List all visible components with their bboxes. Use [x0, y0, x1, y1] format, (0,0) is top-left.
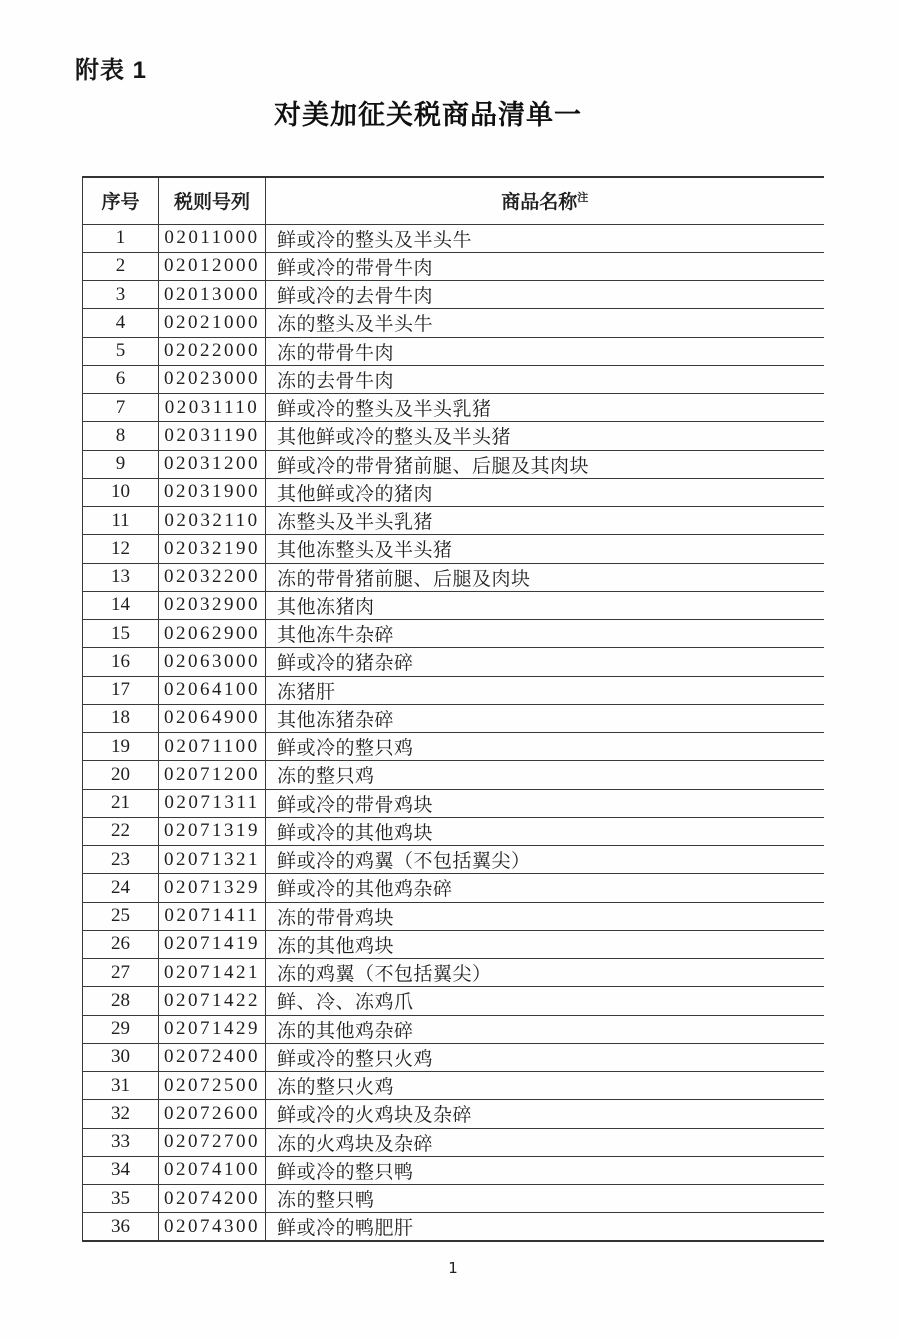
row-no-cell: 1 [83, 224, 159, 252]
table-row [83, 281, 824, 309]
row-no-cell: 5 [83, 337, 159, 365]
header-no: 序号 [83, 177, 159, 224]
row-no-cell: 24 [83, 874, 159, 902]
tariff-table [82, 176, 824, 1242]
row-code-cell: 02032900 [159, 591, 266, 619]
row-code-cell: 02072700 [159, 1128, 266, 1156]
row-name-cell: 冻的其他鸡杂碎 [266, 1015, 824, 1043]
row-no-cell: 15 [83, 620, 159, 648]
row-code-cell: 02031190 [159, 422, 266, 450]
row-name-cell: 冻的带骨牛肉 [266, 337, 824, 365]
row-no-cell: 27 [83, 959, 159, 987]
table-row [83, 365, 824, 393]
row-name-cell: 冻的整只火鸡 [266, 1072, 824, 1100]
row-code-cell: 02074300 [159, 1213, 266, 1242]
row-code-cell: 02071429 [159, 1015, 266, 1043]
row-code-cell: 02071311 [159, 789, 266, 817]
row-code-cell: 02021000 [159, 309, 266, 337]
header-row [83, 177, 824, 224]
row-no-cell: 34 [83, 1156, 159, 1184]
row-code-cell: 02071421 [159, 959, 266, 987]
table-row [83, 1128, 824, 1156]
row-no-cell: 10 [83, 478, 159, 506]
row-name-cell: 鲜或冷的鸭肥肝 [266, 1213, 824, 1242]
row-name-cell: 鲜或冷的其他鸡杂碎 [266, 874, 824, 902]
row-code-cell: 02012000 [159, 252, 266, 280]
row-code-cell: 02032110 [159, 507, 266, 535]
row-name-cell: 其他鲜或冷的整头及半头猪 [266, 422, 824, 450]
row-no-cell: 25 [83, 902, 159, 930]
row-code-cell: 02022000 [159, 337, 266, 365]
page-number: 1 [448, 1259, 458, 1277]
row-code-cell: 02031200 [159, 450, 266, 478]
row-name-cell: 鲜或冷的带骨牛肉 [266, 252, 824, 280]
row-no-cell: 8 [83, 422, 159, 450]
row-name-cell: 鲜或冷的去骨牛肉 [266, 281, 824, 309]
row-no-cell: 17 [83, 676, 159, 704]
row-code-cell: 02071419 [159, 930, 266, 958]
row-name-cell: 冻的其他鸡块 [266, 930, 824, 958]
table-row [83, 1072, 824, 1100]
table-row [83, 789, 824, 817]
row-no-cell: 13 [83, 563, 159, 591]
table-row [83, 930, 824, 958]
row-code-cell: 02023000 [159, 365, 266, 393]
row-name-cell: 鲜或冷的带骨猪前腿、后腿及其肉块 [266, 450, 824, 478]
row-no-cell: 29 [83, 1015, 159, 1043]
annex-label: 附表 1 [75, 57, 148, 84]
table-row [83, 959, 824, 987]
row-code-cell: 02071321 [159, 846, 266, 874]
table-row [83, 902, 824, 930]
row-no-cell: 32 [83, 1100, 159, 1128]
header-note-superscript: 注 [577, 192, 589, 205]
row-code-cell: 02013000 [159, 281, 266, 309]
table-row [83, 1043, 824, 1071]
row-no-cell: 2 [83, 252, 159, 280]
table-row [83, 733, 824, 761]
row-name-cell: 冻的鸡翼（不包括翼尖） [266, 959, 824, 987]
row-code-cell: 02072600 [159, 1100, 266, 1128]
row-name-cell: 冻的火鸡块及杂碎 [266, 1128, 824, 1156]
row-no-cell: 7 [83, 394, 159, 422]
row-no-cell: 30 [83, 1043, 159, 1071]
row-no-cell: 16 [83, 648, 159, 676]
row-code-cell: 02074200 [159, 1185, 266, 1213]
table-body [83, 224, 824, 1241]
row-name-cell: 冻的整头及半头牛 [266, 309, 824, 337]
table-row [83, 987, 824, 1015]
row-code-cell: 02074100 [159, 1156, 266, 1184]
table-row [83, 1213, 824, 1242]
row-name-cell: 冻的去骨牛肉 [266, 365, 824, 393]
table-row [83, 450, 824, 478]
table-row [83, 1015, 824, 1043]
table-row [83, 761, 824, 789]
row-code-cell: 02032200 [159, 563, 266, 591]
row-code-cell: 02032190 [159, 535, 266, 563]
row-code-cell: 02064100 [159, 676, 266, 704]
header-code: 税则号列 [159, 177, 266, 224]
row-code-cell: 02072400 [159, 1043, 266, 1071]
table-row [83, 817, 824, 845]
row-code-cell: 02071329 [159, 874, 266, 902]
row-no-cell: 36 [83, 1213, 159, 1242]
row-no-cell: 35 [83, 1185, 159, 1213]
row-code-cell: 02062900 [159, 620, 266, 648]
row-name-cell: 冻整头及半头乳猪 [266, 507, 824, 535]
table-row [83, 224, 824, 252]
row-no-cell: 9 [83, 450, 159, 478]
table-row [83, 1185, 824, 1213]
row-no-cell: 26 [83, 930, 159, 958]
row-code-cell: 02064900 [159, 704, 266, 732]
table-row [83, 648, 824, 676]
row-name-cell: 鲜或冷的鸡翼（不包括翼尖） [266, 846, 824, 874]
row-no-cell: 3 [83, 281, 159, 309]
row-no-cell: 6 [83, 365, 159, 393]
row-name-cell: 鲜或冷的整头及半头牛 [266, 224, 824, 252]
table-row [83, 507, 824, 535]
page-title: 对美加征关税商品清单一 [274, 100, 582, 130]
table-row [83, 252, 824, 280]
row-name-cell: 鲜或冷的整只鸭 [266, 1156, 824, 1184]
row-name-cell: 鲜、冷、冻鸡爪 [266, 987, 824, 1015]
row-no-cell: 31 [83, 1072, 159, 1100]
row-name-cell: 其他冻牛杂碎 [266, 620, 824, 648]
row-name-cell: 鲜或冷的带骨鸡块 [266, 789, 824, 817]
table-row [83, 478, 824, 506]
row-code-cell: 02071200 [159, 761, 266, 789]
row-code-cell: 02031900 [159, 478, 266, 506]
table-row [83, 704, 824, 732]
row-code-cell: 02031110 [159, 394, 266, 422]
table-row [83, 874, 824, 902]
row-no-cell: 12 [83, 535, 159, 563]
row-code-cell: 02071100 [159, 733, 266, 761]
table-row [83, 676, 824, 704]
table-row [83, 394, 824, 422]
row-name-cell: 其他鲜或冷的猪肉 [266, 478, 824, 506]
title-row [0, 93, 856, 132]
table-row [83, 563, 824, 591]
row-name-cell: 鲜或冷的猪杂碎 [266, 648, 824, 676]
row-no-cell: 23 [83, 846, 159, 874]
row-no-cell: 22 [83, 817, 159, 845]
row-name-cell: 冻的带骨鸡块 [266, 902, 824, 930]
row-no-cell: 4 [83, 309, 159, 337]
row-name-cell: 鲜或冷的火鸡块及杂碎 [266, 1100, 824, 1128]
row-no-cell: 18 [83, 704, 159, 732]
row-code-cell: 02072500 [159, 1072, 266, 1100]
table-row [83, 1100, 824, 1128]
row-no-cell: 11 [83, 507, 159, 535]
table-row [83, 620, 824, 648]
row-name-cell: 鲜或冷的整头及半头乳猪 [266, 394, 824, 422]
row-name-cell: 其他冻整头及半头猪 [266, 535, 824, 563]
row-name-cell: 冻的整只鸡 [266, 761, 824, 789]
table-row [83, 535, 824, 563]
row-code-cell: 02063000 [159, 648, 266, 676]
table-row [83, 846, 824, 874]
header-name [266, 177, 824, 224]
row-name-cell: 其他冻猪杂碎 [266, 704, 824, 732]
table-row [83, 337, 824, 365]
row-code-cell: 02071411 [159, 902, 266, 930]
row-no-cell: 14 [83, 591, 159, 619]
row-name-cell: 其他冻猪肉 [266, 591, 824, 619]
row-name-cell: 冻的带骨猪前腿、后腿及肉块 [266, 563, 824, 591]
row-name-cell: 冻猪肝 [266, 676, 824, 704]
table-header [83, 177, 824, 224]
row-name-cell: 鲜或冷的整只火鸡 [266, 1043, 824, 1071]
row-no-cell: 19 [83, 733, 159, 761]
row-no-cell: 33 [83, 1128, 159, 1156]
row-no-cell: 20 [83, 761, 159, 789]
header-name-text: 商品名称 [501, 192, 578, 214]
row-no-cell: 21 [83, 789, 159, 817]
row-code-cell: 02071422 [159, 987, 266, 1015]
row-no-cell: 28 [83, 987, 159, 1015]
row-name-cell: 鲜或冷的其他鸡块 [266, 817, 824, 845]
row-code-cell: 02011000 [159, 224, 266, 252]
row-code-cell: 02071319 [159, 817, 266, 845]
table-row [83, 591, 824, 619]
table-row [83, 1156, 824, 1184]
row-name-cell: 鲜或冷的整只鸡 [266, 733, 824, 761]
table-row [83, 422, 824, 450]
row-name-cell: 冻的整只鸭 [266, 1185, 824, 1213]
table-row [83, 309, 824, 337]
